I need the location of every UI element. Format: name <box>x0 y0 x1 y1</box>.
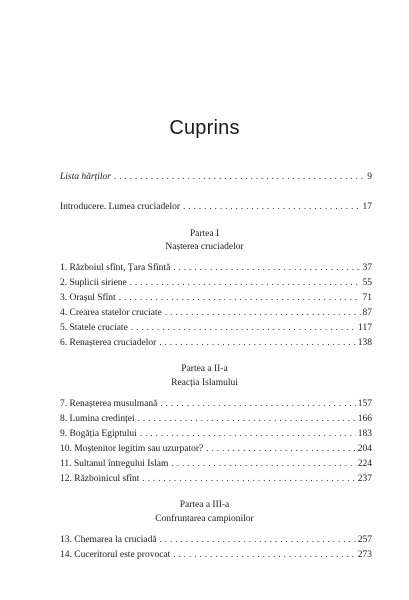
toc-entry[interactable] <box>60 277 372 289</box>
part-2-label: Partea a II-a <box>181 364 228 374</box>
toc-entry-maps[interactable] <box>60 171 372 183</box>
entry-label: 5. Statele cruciate <box>60 323 128 333</box>
dot-leader <box>173 549 355 561</box>
entry-page: 71 <box>362 293 372 303</box>
entry-page: 138 <box>357 338 372 348</box>
toc-entry[interactable] <box>60 262 372 274</box>
entry-page: 157 <box>357 399 372 409</box>
entry-page: 183 <box>357 429 372 439</box>
entry-label: 1. Războiul sfînt, Țara Sfîntă <box>60 263 171 273</box>
entry-page: 257 <box>357 535 372 545</box>
entry-label: 3. Orașul Sfînt <box>60 293 116 303</box>
dot-leader <box>114 171 365 183</box>
entry-label: 11. Sultanul întregului Islam <box>60 459 169 469</box>
entry-page: 55 <box>362 278 372 288</box>
entry-page: 117 <box>358 323 372 333</box>
part-1-title: Nașterea cruciadelor <box>165 242 244 252</box>
toc-entry[interactable] <box>60 549 372 561</box>
entry-label: 13. Chemarea la cruciadă <box>60 535 157 545</box>
dot-leader <box>206 443 355 455</box>
entry-page: 9 <box>367 172 372 182</box>
entry-label: 9. Bogăția Egiptului <box>60 429 137 439</box>
page-title: Cuprins <box>169 117 240 139</box>
dot-leader <box>159 337 355 349</box>
toc-entry[interactable] <box>60 337 372 349</box>
dot-leader <box>140 428 356 440</box>
entry-page: 37 <box>362 263 372 273</box>
entry-page: 204 <box>357 444 372 454</box>
entry-label: 12. Războinicul sfînt <box>60 474 140 484</box>
dot-leader <box>160 398 355 410</box>
toc-entry[interactable] <box>60 458 372 470</box>
dot-leader <box>173 262 360 274</box>
toc-entry[interactable] <box>60 428 372 440</box>
entry-label: Lista hărților <box>60 172 111 182</box>
entry-label: 4. Crearea statelor cruciate <box>60 308 162 318</box>
entry-label: 10. Moștenitor legitim sau uzurpator? <box>60 444 204 454</box>
toc-entry[interactable] <box>60 398 372 410</box>
toc-entry[interactable] <box>60 292 372 304</box>
part-1-label: Partea I <box>189 229 220 239</box>
toc-entry[interactable] <box>60 307 372 319</box>
dot-leader <box>130 277 361 289</box>
entry-label: 2. Suplicii siriene <box>60 278 127 288</box>
dot-leader <box>165 307 361 319</box>
part-2-title: Reacția Islamului <box>171 378 238 388</box>
toc-entry[interactable] <box>60 534 372 546</box>
dot-leader <box>131 322 356 334</box>
entry-label: 8. Lumina credinței <box>60 414 135 424</box>
entry-label: 7. Renașterea musulmană <box>60 399 158 409</box>
entry-page: 237 <box>357 474 372 484</box>
dot-leader <box>183 201 360 213</box>
dot-leader <box>142 473 355 485</box>
part-3-label: Partea a III-a <box>179 500 230 510</box>
entry-label: 6. Renașterea cruciadelor <box>60 338 157 348</box>
entry-page: 87 <box>362 308 372 318</box>
toc-entry[interactable] <box>60 473 372 485</box>
toc-entry[interactable] <box>60 322 372 334</box>
dot-leader <box>119 292 361 304</box>
dot-leader <box>160 534 356 546</box>
dot-leader <box>171 458 355 470</box>
entry-page: 273 <box>357 550 372 560</box>
toc-entry[interactable] <box>60 443 372 455</box>
toc-entry[interactable] <box>60 413 372 425</box>
entry-label: Introducere. Lumea cruciadelor <box>60 202 181 212</box>
dot-leader <box>138 413 356 425</box>
part-3-title: Confruntarea campionilor <box>155 514 254 524</box>
entry-page: 166 <box>357 414 372 424</box>
entry-page: 224 <box>357 459 372 469</box>
entry-page: 17 <box>362 202 372 212</box>
entry-label: 14. Cuceritorul este provocat <box>60 550 171 560</box>
toc-entry-introduction[interactable] <box>60 201 372 213</box>
